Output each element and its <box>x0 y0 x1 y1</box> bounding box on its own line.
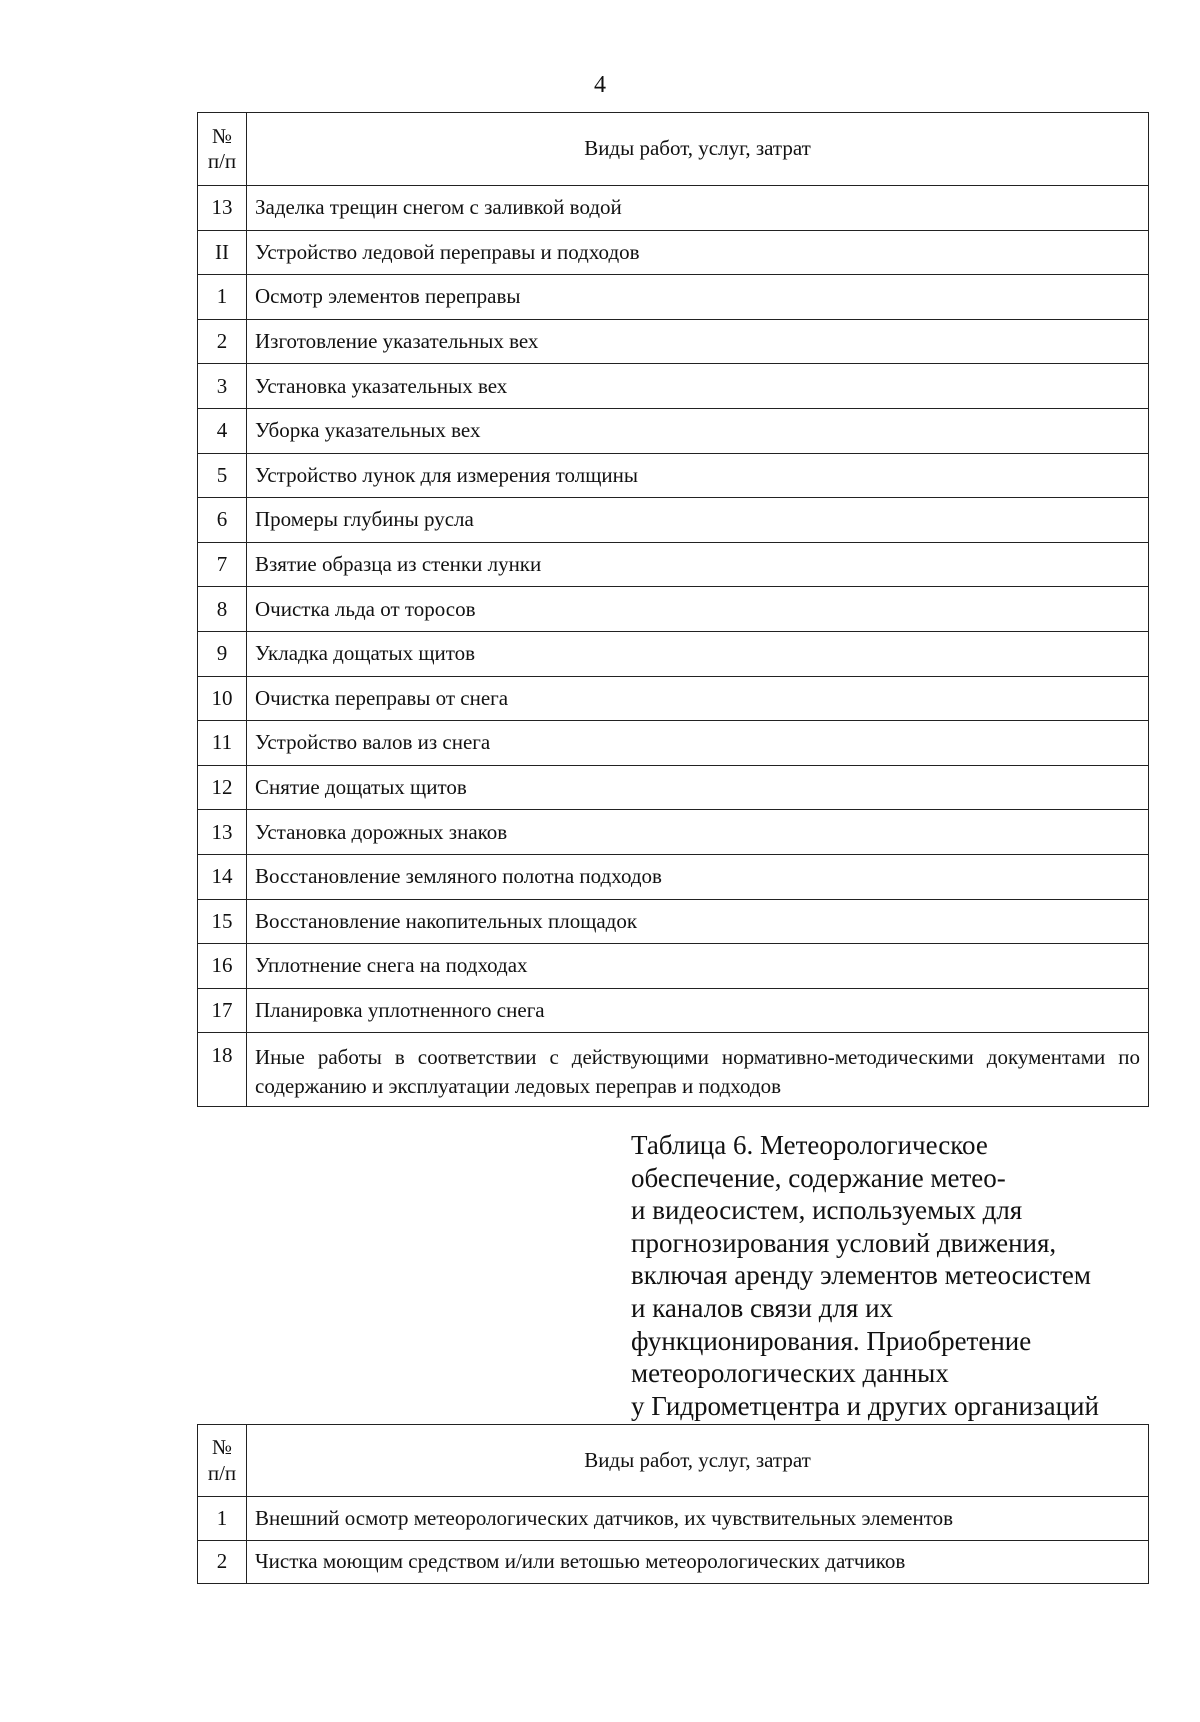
table-row <box>198 1497 1149 1541</box>
caption-line: метеорологических данных <box>631 1358 949 1389</box>
row-number: 14 <box>198 854 247 899</box>
row-text: Промеры глубины русла <box>247 498 1149 543</box>
caption-line: и каналов связи для их <box>631 1292 894 1323</box>
table-row <box>198 676 1149 721</box>
row-number: 3 <box>198 364 247 409</box>
table-row <box>198 453 1149 498</box>
column-header-number-label: № п/п <box>207 123 237 173</box>
row-number: 16 <box>198 944 247 989</box>
row-number: 5 <box>198 453 247 498</box>
caption-line: у Гидрометцентра и других организаций <box>631 1390 1099 1421</box>
row-text: Взятие образца из стенки лунки <box>247 542 1149 587</box>
row-number: 15 <box>198 899 247 944</box>
row-text: Изготовление указательных вех <box>247 319 1149 364</box>
row-number: 8 <box>198 587 247 632</box>
table-header-row <box>198 113 1149 186</box>
table-row <box>198 364 1149 409</box>
table-row <box>198 230 1149 275</box>
row-number: 6 <box>198 498 247 543</box>
table-row <box>198 1033 1149 1107</box>
table-row <box>198 186 1149 231</box>
row-text: Укладка дощатых щитов <box>247 631 1149 676</box>
column-header-works: Виды работ, услуг, затрат <box>247 113 1149 186</box>
table-6-caption <box>631 1129 1151 1422</box>
row-number: 2 <box>198 319 247 364</box>
table-row <box>198 498 1149 543</box>
row-number: 1 <box>198 1497 247 1541</box>
row-text: Очистка переправы от снега <box>247 676 1149 721</box>
row-number: 18 <box>198 1033 247 1107</box>
table-row <box>198 765 1149 810</box>
table-row <box>198 1540 1149 1584</box>
table-row <box>198 854 1149 899</box>
row-number: 4 <box>198 408 247 453</box>
row-number: 13 <box>198 810 247 855</box>
column-header-works: Виды работ, услуг, затрат <box>247 1425 1149 1497</box>
row-number: 10 <box>198 676 247 721</box>
table-row <box>198 631 1149 676</box>
caption-line: обеспечение, содержание метео- <box>631 1162 1006 1193</box>
table-row <box>198 721 1149 766</box>
row-text: Устройство валов из снега <box>247 721 1149 766</box>
table-row <box>198 944 1149 989</box>
row-text: Устройство лунок для измерения толщины <box>247 453 1149 498</box>
page-number: 4 <box>594 72 606 98</box>
caption-line: прогнозирования условий движения, <box>631 1227 1057 1258</box>
row-text: Иные работы в соответствии с действующими нормативно-методическими документами по содержанию и эксплуатации ледовых переправ и подходов <box>247 1033 1149 1107</box>
row-number: 9 <box>198 631 247 676</box>
table-row <box>198 988 1149 1033</box>
column-header-number <box>198 1425 247 1497</box>
row-number: 2 <box>198 1540 247 1584</box>
row-text: Восстановление земляного полотна подходов <box>247 854 1149 899</box>
row-text: Очистка льда от торосов <box>247 587 1149 632</box>
row-text: Установка указательных вех <box>247 364 1149 409</box>
row-text: Чистка моющим средством и/или ветошью метеорологических датчиков <box>247 1540 1149 1584</box>
row-number: 12 <box>198 765 247 810</box>
table-row <box>198 810 1149 855</box>
row-number: II <box>198 230 247 275</box>
table-row <box>198 587 1149 632</box>
row-text: Планировка уплотненного снега <box>247 988 1149 1033</box>
row-text: Установка дорожных знаков <box>247 810 1149 855</box>
row-number: 7 <box>198 542 247 587</box>
table-row <box>198 899 1149 944</box>
row-text: Заделка трещин снегом с заливкой водой <box>247 186 1149 231</box>
row-text: Восстановление накопительных площадок <box>247 899 1149 944</box>
table-header-row <box>198 1425 1149 1497</box>
row-number: 11 <box>198 721 247 766</box>
caption-line: Таблица 6. Метеорологическое <box>631 1130 988 1160</box>
table-row <box>198 275 1149 320</box>
table-row <box>198 319 1149 364</box>
row-text: Снятие дощатых щитов <box>247 765 1149 810</box>
row-text: Осмотр элементов переправы <box>247 275 1149 320</box>
caption-line: включая аренду элементов метеосистем <box>631 1260 1091 1291</box>
row-text: Уборка указательных вех <box>247 408 1149 453</box>
works-table-continued <box>197 112 1149 1107</box>
column-header-number <box>198 113 247 186</box>
row-number: 17 <box>198 988 247 1033</box>
table-row <box>198 408 1149 453</box>
caption-line: функционирования. Приобретение <box>631 1325 1032 1356</box>
meteo-works-table <box>197 1424 1149 1584</box>
row-text: Внешний осмотр метеорологических датчиков, их чувствительных элементов <box>247 1497 1149 1541</box>
row-text: Устройство ледовой переправы и подходов <box>247 230 1149 275</box>
row-number: 1 <box>198 275 247 320</box>
column-header-number-label: № п/п <box>207 1435 237 1485</box>
row-text: Уплотнение снега на подходах <box>247 944 1149 989</box>
row-number: 13 <box>198 186 247 231</box>
caption-line: и видеосистем, используемых для <box>631 1195 1023 1226</box>
table-row <box>198 542 1149 587</box>
